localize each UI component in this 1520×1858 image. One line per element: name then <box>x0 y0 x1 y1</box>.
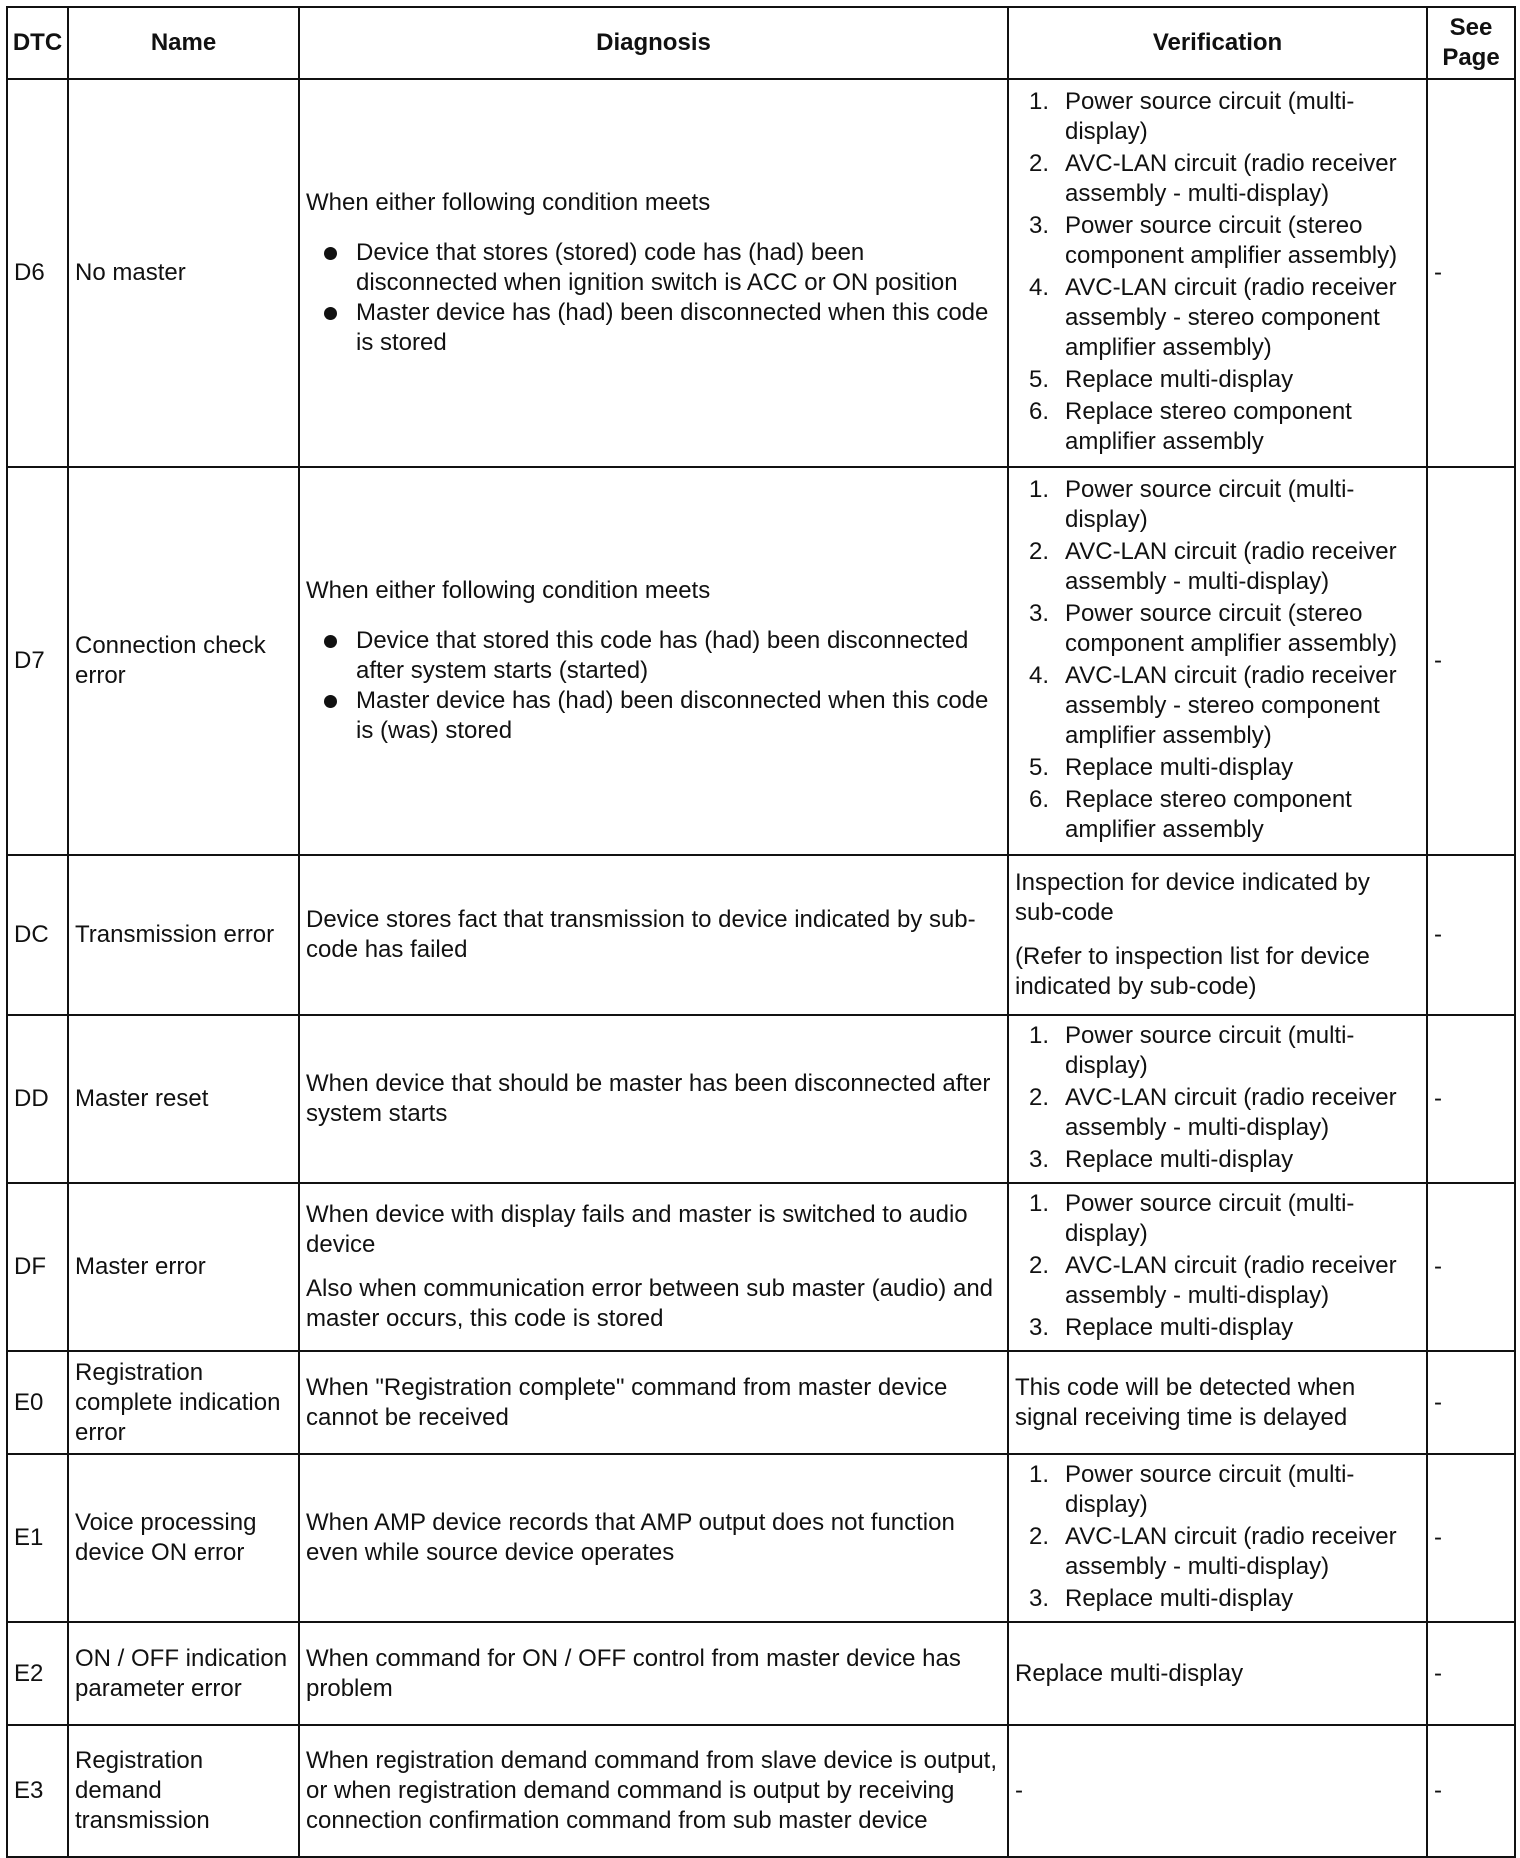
step-text: Replace multi-display <box>1065 1585 1294 1612</box>
diagnosis-paragraph: When "Registration complete" command from master device cannot be received <box>306 1373 948 1431</box>
header-dtc: DTC <box>7 7 68 79</box>
verification-paragraph: - <box>1015 1777 1023 1804</box>
table-row <box>7 1725 1515 1857</box>
verification-cell <box>1008 1454 1427 1622</box>
step-text: Power source circuit (multi-display) <box>1065 476 1355 533</box>
step-number: 1. <box>1029 1022 1050 1049</box>
step-number: 6. <box>1029 786 1050 813</box>
verification-step-list <box>1015 1021 1420 1175</box>
name-cell: Transmission error <box>68 855 299 1015</box>
dtc-code-cell: D6 <box>7 79 68 467</box>
table-body <box>7 79 1515 1857</box>
list-item <box>1029 753 1420 783</box>
diagnosis-paragraph: When device with display fails and master is switched to audio device <box>306 1201 968 1258</box>
diagnosis-intro: When either following condition meets <box>306 577 711 604</box>
list-item <box>1029 1584 1420 1614</box>
diagnosis-paragraph: When command for ON / OFF control from master device has problem <box>306 1644 961 1702</box>
diagnosis-cell <box>299 79 1008 467</box>
list-item <box>1029 1083 1420 1143</box>
bullet-text: Device that stores (stored) code has (had) been disconnected when ignition switch is ACC or ON position <box>356 239 958 296</box>
table-row <box>7 1454 1515 1622</box>
name-cell: ON / OFF indication parameter error <box>68 1622 299 1725</box>
dtc-code-cell: E1 <box>7 1454 68 1622</box>
list-item <box>1029 475 1420 535</box>
step-number: 2. <box>1029 1523 1050 1550</box>
step-text: AVC-LAN circuit (radio receiver assembly - multi-display) <box>1065 150 1397 207</box>
step-number: 3. <box>1029 600 1050 627</box>
list-item <box>1029 599 1420 659</box>
verification-step-list <box>1015 1460 1420 1614</box>
diagnosis-bullet-list <box>306 238 1001 358</box>
step-number: 1. <box>1029 476 1050 503</box>
name-cell: Master reset <box>68 1015 299 1183</box>
dtc-code-cell: E0 <box>7 1351 68 1454</box>
header-name: Name <box>68 7 299 79</box>
diagnosis-cell <box>299 1015 1008 1183</box>
step-number: 4. <box>1029 274 1050 301</box>
step-number: 1. <box>1029 1461 1050 1488</box>
step-number: 2. <box>1029 150 1050 177</box>
verification-paragraph: (Refer to inspection list for device indicated by sub-code) <box>1015 943 1370 1000</box>
list-item <box>1029 1021 1420 1081</box>
verification-cell <box>1008 1351 1427 1454</box>
bullet-icon <box>324 695 337 708</box>
list-item <box>1029 1189 1420 1249</box>
table-row <box>7 1015 1515 1183</box>
list-item <box>1029 211 1420 271</box>
step-text: AVC-LAN circuit (radio receiver assembly - multi-display) <box>1065 1084 1397 1141</box>
diagnosis-cell <box>299 1351 1008 1454</box>
name-cell: Registration complete indication error <box>68 1351 299 1454</box>
bullet-icon <box>324 307 337 320</box>
diagnosis-cell <box>299 1725 1008 1857</box>
table-row <box>7 1351 1515 1454</box>
diagnosis-cell <box>299 855 1008 1015</box>
see-page-cell: - <box>1427 1622 1515 1725</box>
step-number: 5. <box>1029 366 1050 393</box>
table-row <box>7 79 1515 467</box>
see-page-cell: - <box>1427 1015 1515 1183</box>
step-text: AVC-LAN circuit (radio receiver assembly - multi-display) <box>1065 1523 1397 1580</box>
diagnosis-paragraph: When AMP device records that AMP output does not function even while source device operates <box>306 1509 955 1566</box>
header-see-page: See Page <box>1427 7 1515 79</box>
diagnosis-paragraph: When device that should be master has been disconnected after system starts <box>306 1070 991 1127</box>
step-number: 2. <box>1029 1084 1050 1111</box>
step-text: Power source circuit (multi-display) <box>1065 1190 1355 1247</box>
see-page-cell: - <box>1427 855 1515 1015</box>
name-cell: Master error <box>68 1183 299 1351</box>
see-page-cell: - <box>1427 467 1515 855</box>
list-item <box>324 238 1001 298</box>
name-cell: No master <box>68 79 299 467</box>
see-page-cell: - <box>1427 79 1515 467</box>
list-item <box>1029 149 1420 209</box>
verification-step-list <box>1015 87 1420 457</box>
verification-paragraph: Inspection for device indicated by sub-code <box>1015 869 1370 926</box>
step-text: AVC-LAN circuit (radio receiver assembly - stereo component amplifier assembly) <box>1065 274 1397 361</box>
verification-cell <box>1008 1622 1427 1725</box>
diagnosis-paragraph: Also when communication error between sub master (audio) and master occurs, this code is stored <box>306 1275 994 1332</box>
see-page-cell: - <box>1427 1351 1515 1454</box>
name-cell: Voice processing device ON error <box>68 1454 299 1622</box>
step-text: Power source circuit (stereo component amplifier assembly) <box>1065 600 1398 657</box>
verification-step-list <box>1015 475 1420 845</box>
verification-cell <box>1008 1183 1427 1351</box>
step-text: AVC-LAN circuit (radio receiver assembly - multi-display) <box>1065 538 1397 595</box>
list-item <box>1029 661 1420 751</box>
dtc-code-cell: E3 <box>7 1725 68 1857</box>
step-text: Power source circuit (multi-display) <box>1065 1022 1355 1079</box>
diagnosis-bullet-list <box>306 626 1001 746</box>
table-row <box>7 467 1515 855</box>
diagnosis-cell <box>299 467 1008 855</box>
verification-paragraph: Replace multi-display <box>1015 1659 1244 1687</box>
list-item <box>1029 273 1420 363</box>
step-number: 3. <box>1029 1146 1050 1173</box>
step-number: 3. <box>1029 1314 1050 1341</box>
step-text: Power source circuit (stereo component amplifier assembly) <box>1065 212 1398 269</box>
dtc-table <box>6 6 1516 1858</box>
step-text: Power source circuit (multi-display) <box>1065 1461 1355 1518</box>
list-item <box>1029 87 1420 147</box>
table-row <box>7 1183 1515 1351</box>
step-text: Replace multi-display <box>1065 1314 1294 1341</box>
dtc-code-cell: E2 <box>7 1622 68 1725</box>
list-item <box>1029 1145 1420 1175</box>
list-item <box>1029 1522 1420 1582</box>
diagnosis-cell <box>299 1454 1008 1622</box>
list-item <box>1029 537 1420 597</box>
dtc-code-cell: D7 <box>7 467 68 855</box>
step-number: 1. <box>1029 1190 1050 1217</box>
diagnosis-paragraph: Device stores fact that transmission to device indicated by sub-code has failed <box>306 906 976 963</box>
table-header <box>7 7 1515 79</box>
bullet-text: Master device has (had) been disconnected when this code is (was) stored <box>356 687 989 744</box>
name-cell: Connection check error <box>68 467 299 855</box>
verification-cell <box>1008 1725 1427 1857</box>
diagnosis-intro: When either following condition meets <box>306 189 711 216</box>
table-row <box>7 1622 1515 1725</box>
step-text: Power source circuit (multi-display) <box>1065 88 1355 145</box>
step-text: AVC-LAN circuit (radio receiver assembly - stereo component amplifier assembly) <box>1065 662 1397 749</box>
see-page-cell: - <box>1427 1454 1515 1622</box>
list-item <box>324 686 1001 746</box>
step-number: 4. <box>1029 662 1050 689</box>
step-number: 6. <box>1029 398 1050 425</box>
diagnosis-paragraph: When registration demand command from slave device is output, or when registration demand command is output by receiving connection confirmation command from sub master device <box>306 1747 997 1834</box>
list-item <box>1029 785 1420 845</box>
step-text: Replace multi-display <box>1065 366 1294 393</box>
list-item <box>1029 365 1420 395</box>
verification-step-list <box>1015 1189 1420 1343</box>
bullet-icon <box>324 635 337 648</box>
step-number: 3. <box>1029 1585 1050 1612</box>
see-page-cell: - <box>1427 1725 1515 1857</box>
header-diagnosis: Diagnosis <box>299 7 1008 79</box>
dtc-code-cell: DD <box>7 1015 68 1183</box>
step-number: 2. <box>1029 1252 1050 1279</box>
verification-cell <box>1008 467 1427 855</box>
header-row <box>7 7 1515 79</box>
step-text: Replace stereo component amplifier assembly <box>1065 786 1352 843</box>
name-cell: Registration demand transmission <box>68 1725 299 1857</box>
list-item <box>324 298 1001 358</box>
list-item <box>1029 1313 1420 1343</box>
list-item <box>1029 1251 1420 1311</box>
step-number: 5. <box>1029 754 1050 781</box>
table-row <box>7 855 1515 1015</box>
list-item <box>1029 1460 1420 1520</box>
verification-cell <box>1008 855 1427 1015</box>
verification-paragraph: This code will be detected when signal receiving time is delayed <box>1015 1373 1356 1431</box>
step-text: Replace stereo component amplifier assembly <box>1065 398 1352 455</box>
diagnosis-cell <box>299 1183 1008 1351</box>
bullet-icon <box>324 247 337 260</box>
step-number: 3. <box>1029 212 1050 239</box>
list-item <box>1029 397 1420 457</box>
dtc-code-cell: DC <box>7 855 68 1015</box>
step-number: 2. <box>1029 538 1050 565</box>
verification-cell <box>1008 1015 1427 1183</box>
list-item <box>324 626 1001 686</box>
step-text: Replace multi-display <box>1065 1146 1294 1173</box>
bullet-text: Device that stored this code has (had) been disconnected after system starts (started) <box>356 627 969 684</box>
verification-cell <box>1008 79 1427 467</box>
dtc-code-cell: DF <box>7 1183 68 1351</box>
step-text: AVC-LAN circuit (radio receiver assembly - multi-display) <box>1065 1252 1397 1309</box>
see-page-cell: - <box>1427 1183 1515 1351</box>
step-number: 1. <box>1029 88 1050 115</box>
step-text: Replace multi-display <box>1065 754 1294 781</box>
bullet-text: Master device has (had) been disconnected when this code is stored <box>356 299 989 356</box>
header-verification: Verification <box>1008 7 1427 79</box>
diagnosis-cell <box>299 1622 1008 1725</box>
